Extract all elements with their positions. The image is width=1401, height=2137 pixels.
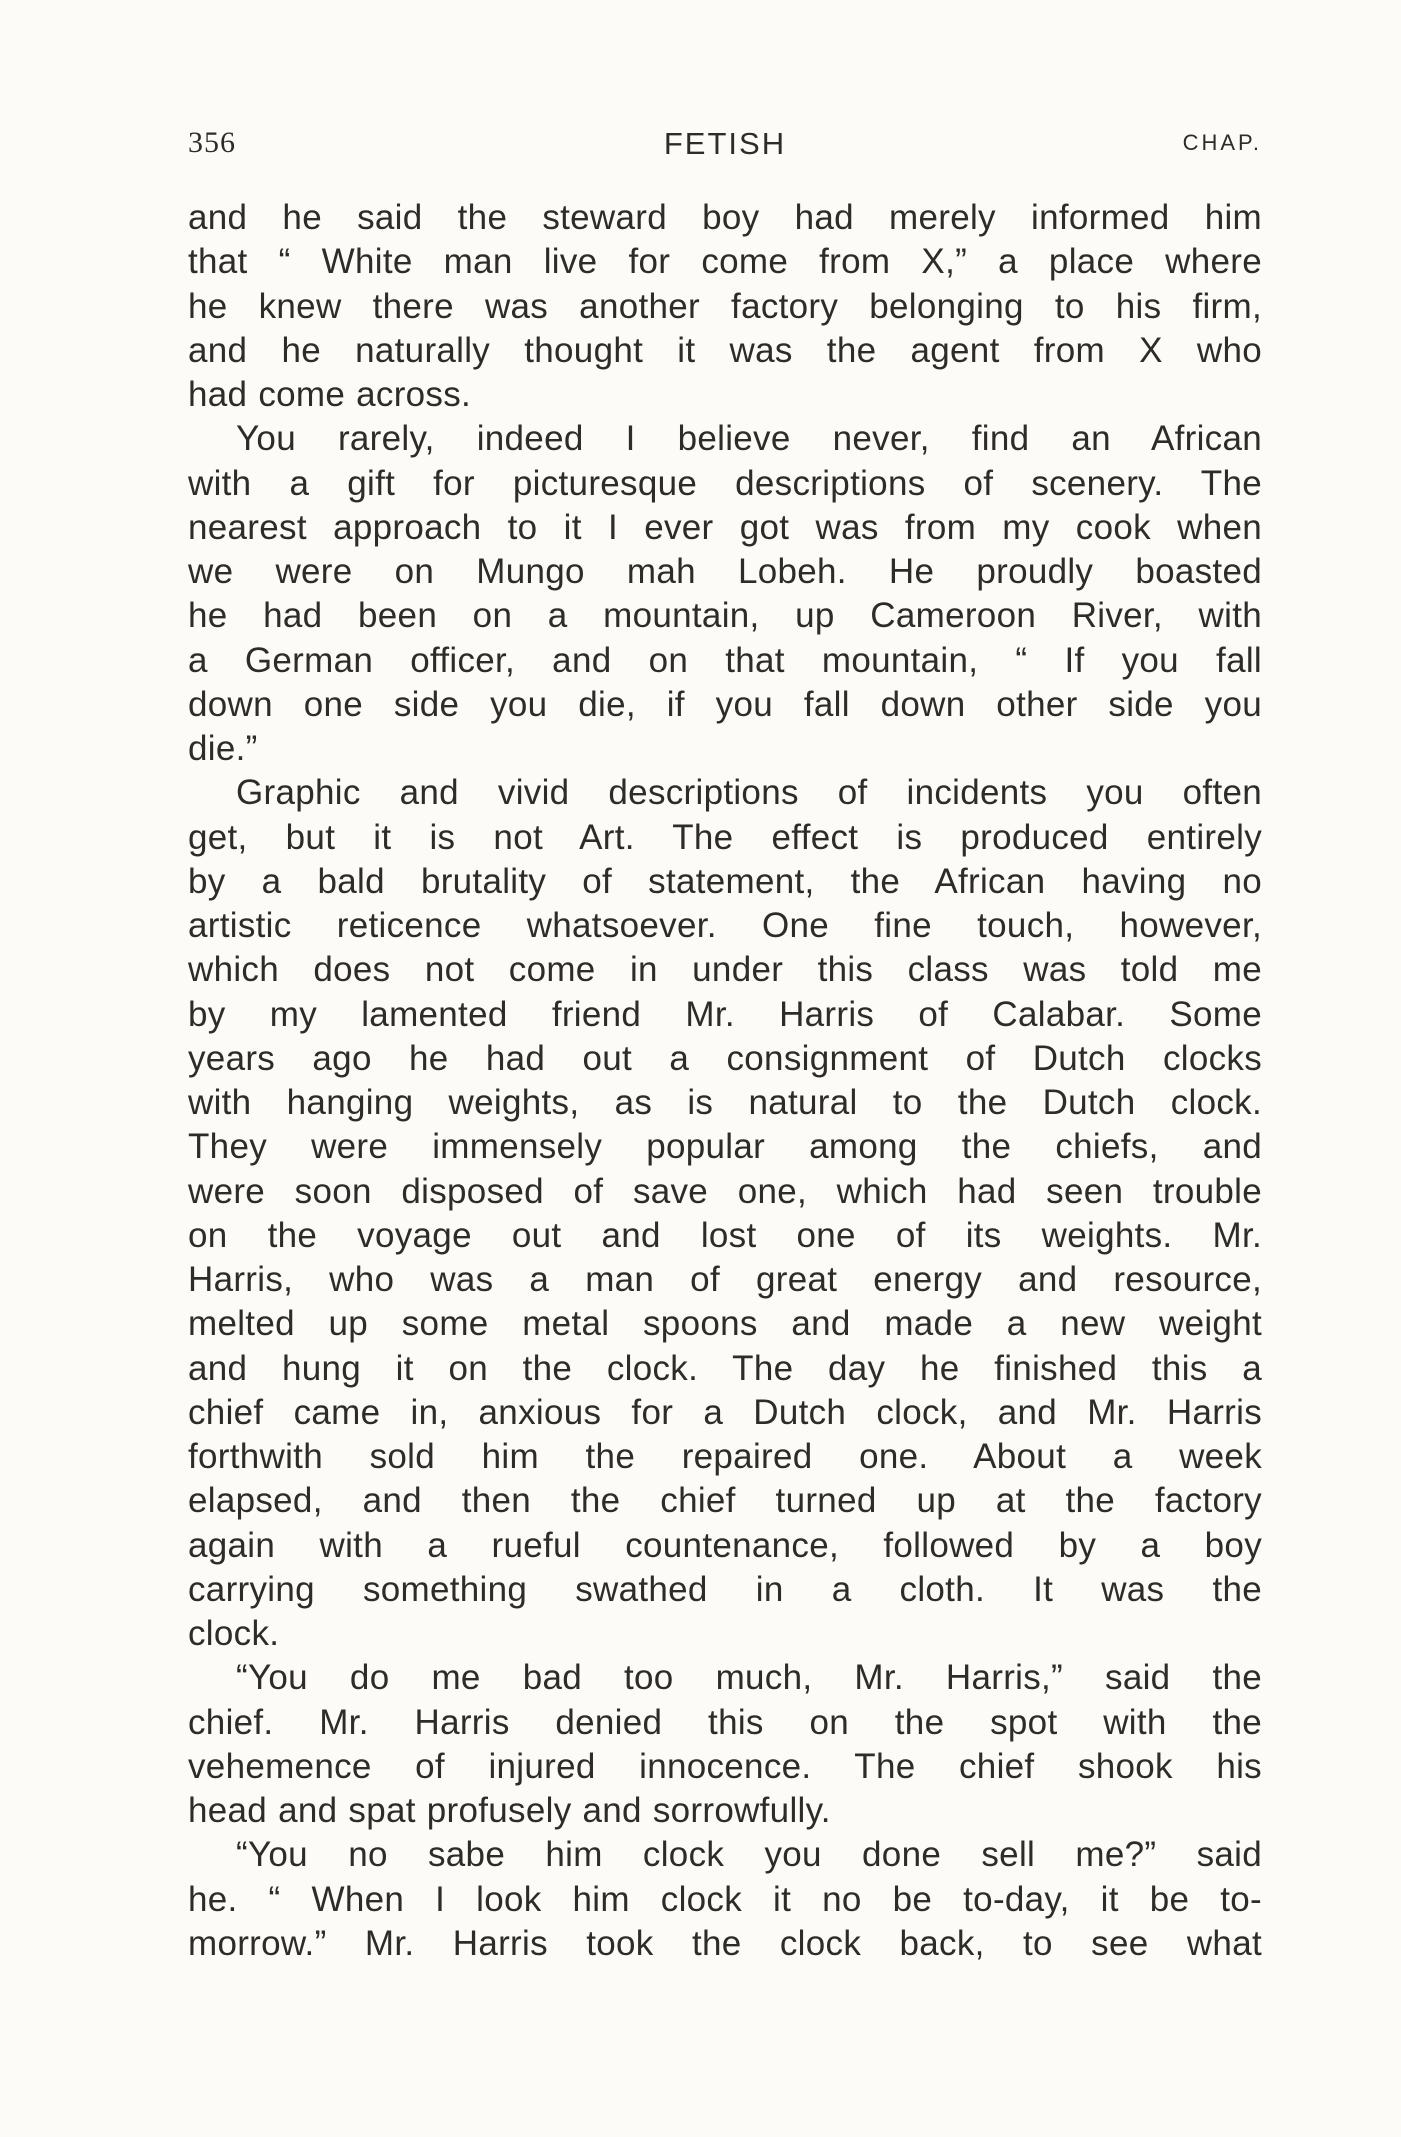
text-line: had come across. bbox=[188, 375, 472, 414]
text-line: They were immensely popular among the chiefs, and bbox=[188, 1127, 1262, 1167]
text-line: by a bald brutality of statement, the African having no bbox=[188, 861, 1262, 901]
text-line: we were on Mungo mah Lobeh. He proudly boasted bbox=[188, 552, 1262, 591]
text-line: by my lamented friend Mr. Harris of Calabar. Some bbox=[188, 994, 1262, 1034]
text-line: chief. Mr. Harris denied this on the spot with the bbox=[188, 1702, 1262, 1742]
text-line: years ago he had out a consignment of Dutch clocks bbox=[188, 1038, 1262, 1078]
text-line: elapsed, and then the chief turned up at the factory bbox=[188, 1481, 1262, 1521]
text-line: You rarely, indeed I believe never, find an African bbox=[236, 419, 1262, 459]
text-line: carrying something swathed in a cloth. It was the bbox=[188, 1569, 1262, 1609]
text-line: die.” bbox=[188, 729, 258, 768]
text-line: “You do me bad too much, Mr. Harris,” said the bbox=[236, 1658, 1262, 1698]
text-line: artistic reticence whatsoever. One fine touch, however, bbox=[188, 906, 1262, 945]
text-line: with hanging weights, as is natural to the Dutch clock. bbox=[188, 1083, 1262, 1122]
text-line: get, but it is not Art. The effect is produced entirely bbox=[188, 817, 1262, 857]
text-line: he had been on a mountain, up Cameroon River, with bbox=[188, 596, 1262, 636]
text-line: Graphic and vivid descriptions of incidents you often bbox=[236, 773, 1262, 813]
text-line: with a gift for picturesque descriptions of scenery. The bbox=[188, 463, 1262, 503]
text-line: down one side you die, if you fall down other side you bbox=[188, 684, 1262, 724]
page-title: FETISH bbox=[663, 126, 787, 161]
text-line: melted up some metal spoons and made a new weight bbox=[188, 1304, 1262, 1344]
text-line: he knew there was another factory belonging to his firm, bbox=[188, 286, 1262, 326]
text-line: that “ White man live for come from X,” a place where bbox=[188, 242, 1262, 282]
text-line: clock. bbox=[188, 1614, 280, 1653]
text-line: a German officer, and on that mountain, “ If you fall bbox=[188, 640, 1262, 680]
text-line: head and spat profusely and sorrowfully. bbox=[188, 1791, 831, 1830]
text-line: were soon disposed of save one, which had seen trouble bbox=[188, 1171, 1262, 1211]
text-line: and he naturally thought it was the agent from X who bbox=[188, 330, 1262, 370]
text-line: which does not come in under this class was told me bbox=[188, 950, 1262, 990]
text-line: morrow.” Mr. Harris took the clock back, to see what bbox=[188, 1923, 1262, 1963]
text-line: on the voyage out and lost one of its weights. Mr. bbox=[188, 1215, 1262, 1255]
text-line: chief came in, anxious for a Dutch clock, and Mr. Harris bbox=[188, 1392, 1262, 1432]
text-line: and hung it on the clock. The day he finished this a bbox=[188, 1348, 1262, 1388]
text-line: “You no sabe him clock you done sell me?” said bbox=[236, 1835, 1262, 1875]
chapter-tag: CHAP. bbox=[1182, 130, 1262, 155]
text-line: again with a rueful countenance, followed by a boy bbox=[188, 1525, 1262, 1565]
text-line: he. “ When I look him clock it no be to-day, it be to- bbox=[188, 1879, 1262, 1919]
text-line: and he said the steward boy had merely informed him bbox=[188, 198, 1262, 237]
running-head bbox=[188, 126, 1262, 166]
text-line: forthwith sold him the repaired one. About a week bbox=[188, 1437, 1262, 1476]
text-line: vehemence of injured innocence. The chief shook his bbox=[188, 1746, 1262, 1786]
text-line: nearest approach to it I ever got was from my cook when bbox=[188, 507, 1262, 547]
text-line: Harris, who was a man of great energy and resource, bbox=[188, 1260, 1262, 1299]
body-text bbox=[188, 196, 1262, 1966]
page-number: 356 bbox=[188, 126, 236, 159]
